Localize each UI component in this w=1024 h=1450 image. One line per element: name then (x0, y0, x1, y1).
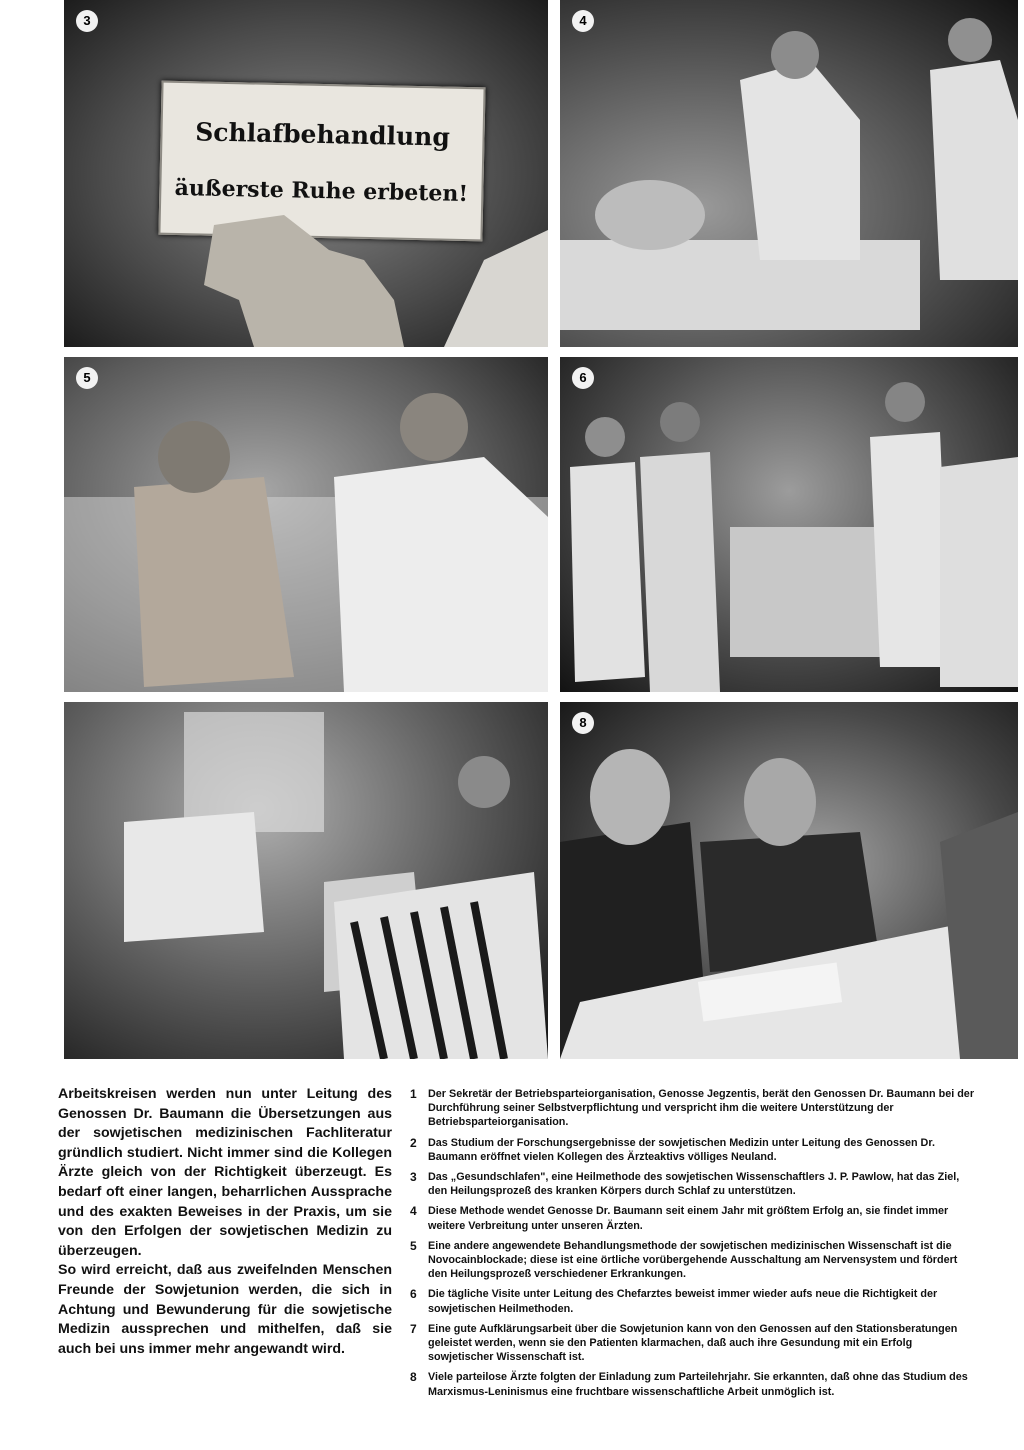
caption-item (410, 1170, 976, 1198)
photo-7 (64, 702, 548, 1059)
photo-number-badge: 6 (572, 367, 594, 389)
body-paragraph-2: So wird erreicht, daß aus zweifelnden Menschen Freunde der Sowjetunion werden, die sich in Achtung und Bewunderung für die sowjetische Medizin aussprechen und mithelfen, daß sie auch bei uns immer mehr angewandt wird. (58, 1262, 392, 1357)
photo-8 (560, 702, 1018, 1059)
caption-item (410, 1136, 976, 1164)
caption-item (410, 1287, 976, 1315)
photo-number-badge: 5 (76, 367, 98, 389)
caption-number: 6 (410, 1287, 417, 1302)
caption-item (410, 1322, 976, 1365)
caption-number: 1 (410, 1087, 417, 1101)
sign-line-2: äußerste Ruhe erbeten! (174, 174, 469, 208)
caption-number: 8 (410, 1370, 417, 1385)
photo-6 (560, 357, 1018, 692)
caption-text: Eine gute Aufklärungsarbeit über die Sowjetunion kann von den Genossen auf den Stationsberatungen geleistet werden, wenn sie den Patienten klarmachen, daß auch ihre Gesundung mit ein Erfolg sowjetischer Wissenschaft ist. (428, 1322, 958, 1364)
bed-and-doctors-illustration (560, 0, 1018, 347)
photo-3 (64, 0, 548, 347)
caption-text: Diese Methode wendet Genosse Dr. Baumann seit einem Jahr mit größtem Erfolg an, sie findet immer weitere Verbreitung unter unseren Ärzten. (428, 1205, 949, 1232)
caption-number: 5 (410, 1238, 417, 1253)
patients-meeting-illustration (64, 702, 548, 1059)
ward-round-illustration (560, 357, 1018, 692)
photo-4 (560, 0, 1018, 347)
caption-text: Der Sekretär der Betriebsparteiorganisation, Genosse Jegzentis, berät den Genossen Dr. Baumann bei der Durchführung seiner Selbstverpflichtung und verspricht ihm die weitere Unterstützung der Betriebsparteiorganisation. (428, 1088, 975, 1129)
body-paragraph-1: Arbeitskreisen werden nun unter Leitung des Genossen Dr. Baumann die Übersetzungen aus der sowjetischen medizinischen Fachliteratur gründlich studiert. Nicht immer sind die Kollegen Ärzte gleich von der Richtigkeit überzeugt. Es bedarf oft einer langen, beharrlichen Aussprache und des exakten Beweises in der Praxis, um sie von den Erfolgen der sowjetischen Medizin zu überzeugen. (58, 1086, 392, 1259)
caption-text: Das Studium der Forschungsergebnisse der sowjetischen Medizin unter Leitung des Genossen Dr. Baumann eröffnet vielen Kollegen des Ärzteaktivs völliges Neuland. (428, 1136, 935, 1163)
caption-text: Eine andere angewendete Behandlungsmethode der sowjetischen medizinischen Wissenschaft ist die Novocainblockade; diese ist eine örtliche vorübergehende Ausschaltung am Nervensystem und fördert den Heilungsprozeß verschiedener Erkrankungen. (428, 1239, 958, 1281)
photo-number-badge: 3 (76, 10, 98, 32)
sign-line-1: Schlafbehandlung (194, 117, 451, 152)
caption-item (410, 1370, 976, 1398)
photo-5 (64, 357, 548, 692)
article-body-text (58, 1085, 392, 1359)
caption-item (410, 1087, 976, 1130)
caption-number: 2 (410, 1135, 417, 1150)
caption-text: Die tägliche Visite unter Leitung des Chefarztes beweist immer wieder aufs neue die Richtigkeit der sowjetischen Heilmethoden. (428, 1288, 938, 1315)
study-group-illustration (560, 702, 1018, 1059)
photo-captions (410, 1087, 976, 1405)
caption-number: 3 (410, 1170, 417, 1185)
caption-number: 4 (410, 1204, 417, 1219)
caption-text: Viele parteilose Ärzte folgten der Einladung zum Parteilehrjahr. Sie erkannten, daß ohne das Studium des Marxismus-Leninismus eine fruchtbare wissenschaftliche Arbeit unmöglich ist. (428, 1371, 968, 1398)
caption-number: 7 (410, 1321, 417, 1336)
caption-text: Das „Gesundschlafen", eine Heilmethode des sowjetischen Wissenschaftlers J. P. Pawlow, hat das Ziel, den Heilungsprozeß des kranken Körpers durch Schlaf zu unterstützen. (428, 1171, 960, 1198)
patient-and-doctor-illustration (64, 357, 548, 692)
photo-number-badge: 4 (572, 10, 594, 32)
caption-item (410, 1204, 976, 1232)
photo-number-badge: 8 (572, 712, 594, 734)
caption-item (410, 1239, 976, 1282)
pointing-hand-illustration (64, 0, 548, 347)
